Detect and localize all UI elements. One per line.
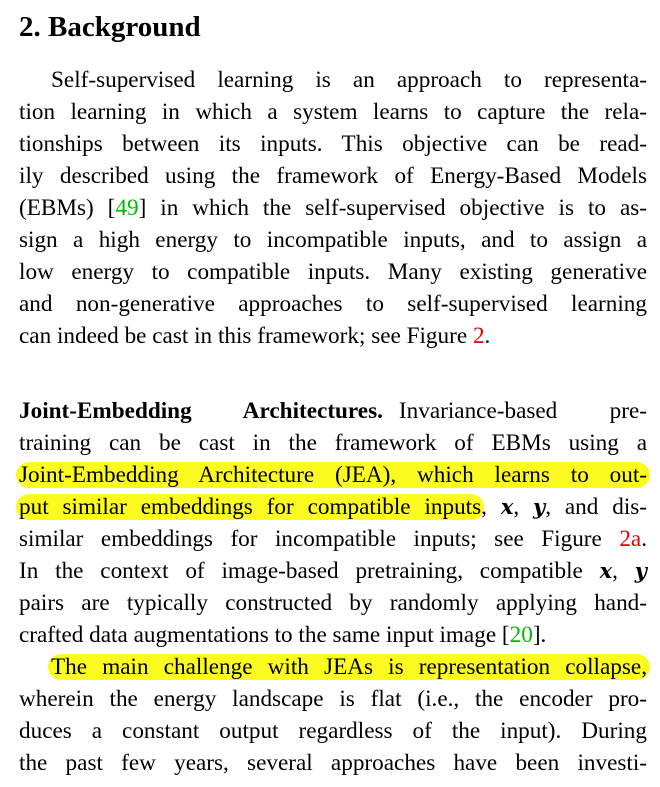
math-var-x: x: [500, 494, 514, 519]
paragraph-runin-heading: Joint-Embedding Architectures.: [19, 398, 383, 424]
text-line: put similar embeddings for compatible inputs, x, y, and dis-: [19, 491, 647, 523]
text-line: (EBMs) [49] in which the self-supervised objective is to as-: [19, 195, 647, 221]
figure-ref-link[interactable]: 2: [472, 323, 485, 349]
text-line: and non-generative approaches to self-supervised learning: [19, 291, 647, 317]
text-line: Self-supervised learning is an approach to representa-: [51, 67, 647, 93]
text-line: Joint-Embedding Architectures. Invariance-based pre-: [19, 398, 647, 424]
math-var-y: y: [634, 558, 647, 583]
text-line: In the context of image-based pretraining, compatible x, y: [19, 558, 647, 584]
text-line: ily described using the framework of Energy-Based Models: [19, 163, 647, 189]
text-line: the past few years, several approaches have been investi-: [19, 750, 647, 776]
text-line: low energy to compatible inputs. Many existing generative: [19, 259, 647, 285]
text-line: wherein the energy landscape is flat (i.e., the encoder pro-: [19, 686, 647, 712]
text-line: duces a constant output regardless of the input). During: [19, 718, 647, 744]
highlight: Joint-Embedding Architecture (JEA), which learns to out-: [16, 462, 650, 488]
text-line: [19, 459, 647, 491]
text-line: crafted data augmentations to the same input image [20].: [19, 622, 547, 648]
section-heading: 2. Background: [19, 11, 201, 43]
text-line: training can be cast in the framework of EBMs using a: [19, 430, 647, 456]
highlight: The main challenge with JEAs is representation collapse,: [48, 654, 650, 680]
text-line: similar embeddings for incompatible inputs; see Figure 2a.: [19, 526, 647, 552]
text-line: can indeed be cast in this framework; see Figure 2.: [19, 323, 491, 349]
citation-link[interactable]: 49: [115, 195, 139, 221]
text-line: tionships between its inputs. This objective can be read-: [19, 131, 647, 157]
highlight: put similar embeddings for compatible inputs: [16, 494, 484, 520]
math-var-x: x: [599, 558, 613, 583]
text-line: sign a high energy to incompatible inputs, and to assign a: [19, 227, 647, 253]
citation-link[interactable]: 20: [509, 622, 533, 648]
math-var-y: y: [533, 494, 546, 519]
text-line: [51, 651, 647, 683]
figure-ref-link[interactable]: 2a: [619, 526, 642, 552]
text-line: pairs are typically constructed by randomly applying hand-: [19, 590, 647, 616]
text-line: tion learning in which a system learns to capture the rela-: [19, 99, 647, 125]
